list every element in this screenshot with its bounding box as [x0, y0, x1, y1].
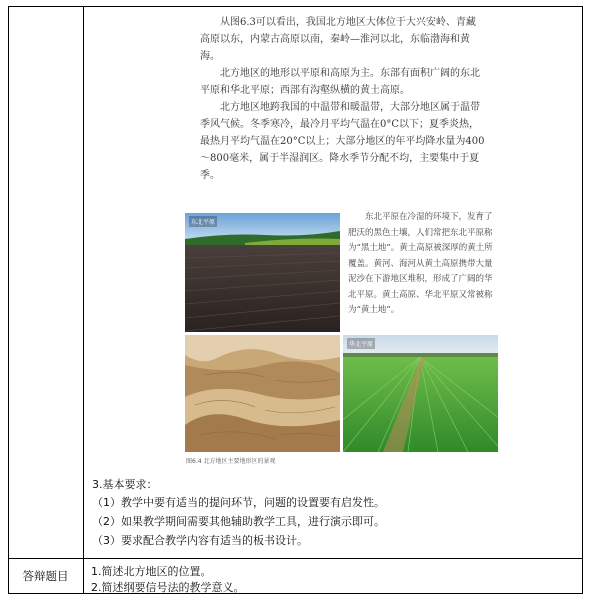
requirement-item: （2）如果教学期间需要其他辅助教学工具，进行演示即可。 [92, 515, 385, 528]
figure-caption: 图6.4 北方地区主要地形区的景观 [186, 458, 276, 465]
textbook-excerpt [200, 14, 485, 184]
table-top-border [8, 6, 583, 7]
table-right-border [582, 6, 583, 594]
defense-question: 2.简述纲要信号法的教学意义。 [91, 581, 245, 594]
requirements-heading: 3.基本要求： [92, 478, 158, 491]
defense-question: 1.简述北方地区的位置。 [91, 565, 212, 578]
huabei-plain-image [343, 335, 498, 452]
photo-label: 东北平原 [189, 216, 217, 227]
table-left-border [8, 6, 9, 594]
requirement-item: （1）教学中要有适当的提问环节，问题的设置要有启发性。 [92, 496, 385, 509]
huabei-plain-photo [343, 335, 498, 452]
column-divider [83, 6, 84, 594]
requirement-item: （3）要求配合教学内容有适当的板书设计。 [92, 534, 308, 547]
photo-label: 华北平原 [347, 338, 375, 349]
loess-plateau-photo [185, 335, 340, 452]
defense-label: 答辩题目 [22, 569, 69, 583]
row-divider [8, 558, 583, 559]
loess-plateau-image [185, 335, 340, 452]
textbook-paragraph: 北方地区的地形以平原和高原为主。东部有面积广阔的东北平原和华北平原；西部有沟壑纵横的黄土高原。 [200, 68, 480, 96]
textbook-paragraph: 从图6.3可以看出，我国北方地区大体位于大兴安岭、青藏高原以东，内蒙古高原以南，秦岭—淮河以北，东临渤海和黄海。 [200, 17, 476, 62]
northeast-plain-photo [185, 213, 340, 332]
figure-description-text: 东北平原在冷湿的环境下，发育了肥沃的黑色土壤，人们常把东北平原称为“黑土地”。黄土高原被深厚的黄土所覆盖。黄河、海河从黄土高原携带大量泥沙在下游地区堆积，形成了广阔的华北平原。黄土高原、华北平原又常被称为“黄土地”。 [348, 212, 493, 315]
textbook-paragraph: 北方地区地跨我国的中温带和暖温带，大部分地区属于温带季风气候。冬季寒冷，最冷月平均气温在0°C以下；夏季炎热，最热月平均气温在20°C以上；大部分地区的年平均降水量为400～800毫米，属于半湿润区。降水季节分配不均，主要集中于夏季。 [200, 102, 485, 181]
figure-description [348, 210, 498, 319]
northeast-plain-image [185, 213, 340, 332]
